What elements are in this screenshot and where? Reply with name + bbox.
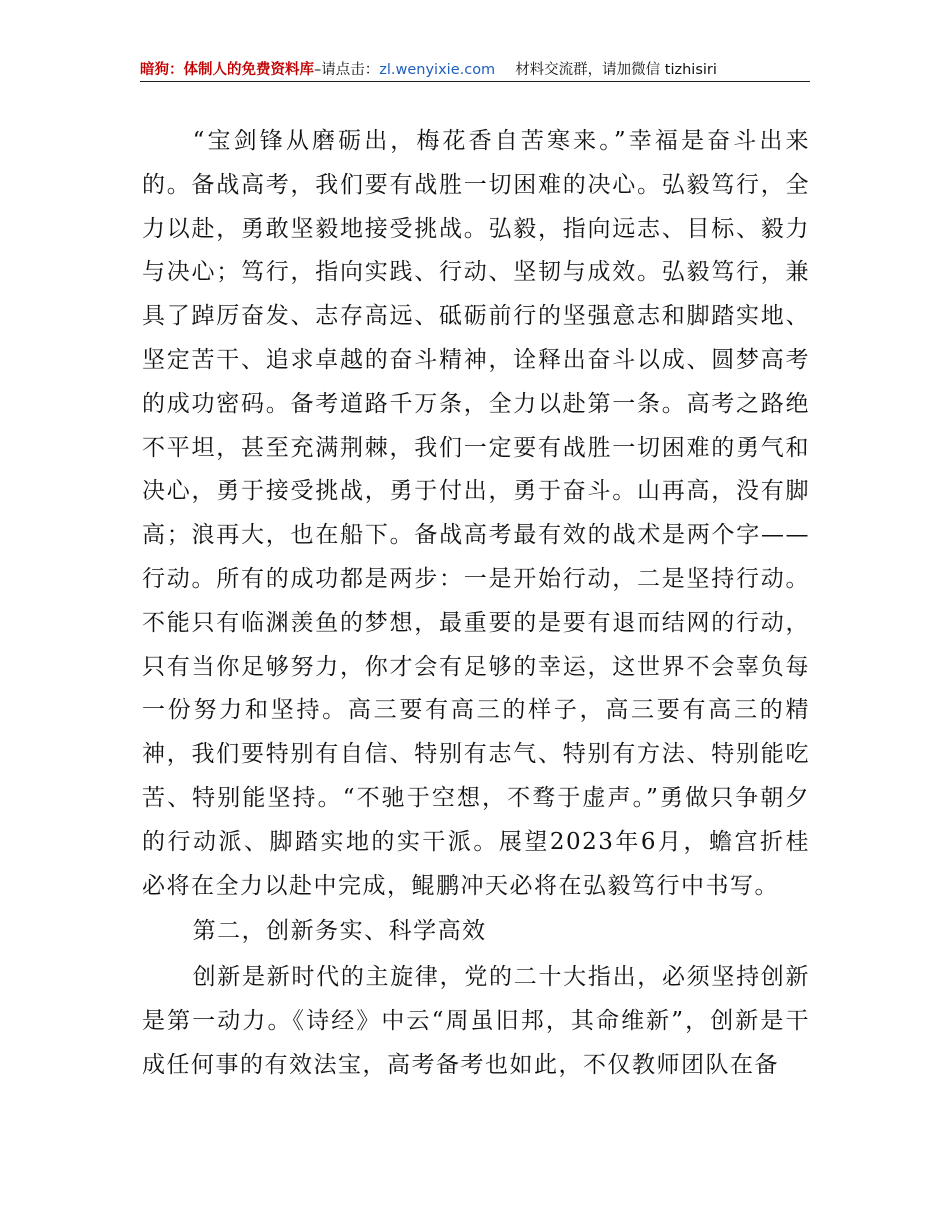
header-divider [140,81,810,82]
paragraph-2: 创新是新时代的主旋律，党的二十大指出，必须坚持创新是第一动力。《诗经》中云“周虽旧邦，其命维新”，创新是干成任何事的有效法宝，高考备考也如此，不仅教师团队在备 [142,964,810,1078]
header-prompt: –请点击： [314,62,380,78]
section-heading: 第二，创新务实、科学高效 [192,918,487,945]
header-contact: 材料交流群，请加微信 tizhisiri [515,62,717,78]
header-link[interactable]: zl.wenyixie.com [379,62,496,78]
document-body [142,120,810,1088]
header-brand: 暗狗：体制人的免费资料库 [140,62,314,78]
paragraph-1: “宝剑锋从磨砺出，梅花香自苦寒来。”幸福是奋斗出来的。备战高考，我们要有战胜一切困难的决心。弘毅笃行，全力以赴，勇敢坚毅地接受挑战。弘毅，指向远志、目标、毅力与决心；笃行，指向实践、行动、坚韧与成效。弘毅笃行，兼具了踔厉奋发、志存高远、砥砺前行的坚强意志和脚踏实地、坚定苦干、追求卓越的奋斗精神，诠释出奋斗以成、圆梦高考的成功密码。备考道路千万条，全力以赴第一条。高考之路绝不平坦，甚至充满荆棘，我们一定要有战胜一切困难的勇气和决心，勇于接受挑战，勇于付出，勇于奋斗。山再高，没有脚高；浪再大，也在船下。备战高考最有效的战术是两个字——行动。所有的成功都是两步：一是开始行动，二是坚持行动。不能只有临渊羡鱼的梦想，最重要的是要有退而结网的行动，只有当你足够努力，你才会有足够的幸运，这世界不会辜负每一份努力和坚持。高三要有高三的样子，高三要有高三的精神，我们要特别有自信、特别有志气、特别有方法、特别能吃苦、特别能坚持。“不驰于空想，不骛于虚声。”勇做只争朝夕的行动派、脚踏实地的实干派。展望2023年6月，蟾宫折桂必将在全力以赴中完成，鲲鹏冲天必将在弘毅笃行中书写。 [142,128,810,899]
